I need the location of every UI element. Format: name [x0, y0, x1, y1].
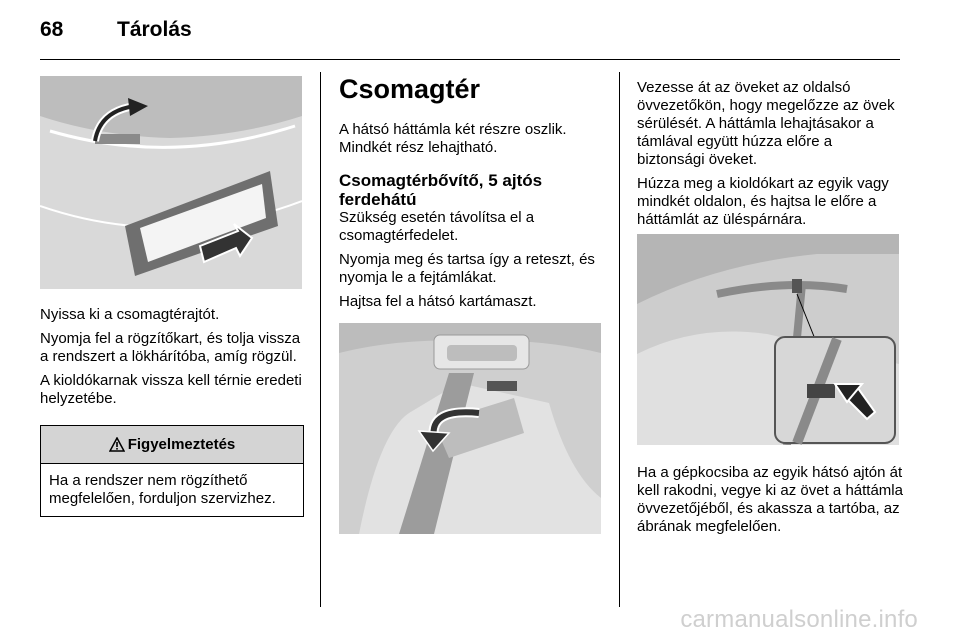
warning-text: Ha a rendszer nem rögzíthető megfelelően, forduljon szervizhez. — [49, 472, 276, 507]
warning-triangle-icon — [109, 437, 125, 452]
right-text-bottom — [637, 464, 903, 542]
paragraph: A hátsó háttámla két részre oszlik. Mindkét rész lehajtható. — [339, 121, 567, 156]
page-title: Tárolás — [117, 18, 192, 41]
armrest-drawing — [339, 323, 601, 534]
paragraph: Ha a gépkocsiba az egyik hátsó ajtón át kell rakodni, vegye ki az övet a háttámla övvezetőjéből, és akassza a tartóba, az ábrának megfelelően. — [637, 464, 903, 535]
paragraph: Nyomja meg és tartsa így a reteszt, és nyomja le a fejtámlákat. — [339, 251, 595, 286]
armrest-illustration — [339, 323, 601, 534]
paragraph: Hajtsa fel a hátsó kartámaszt. — [339, 293, 537, 310]
watermark: carmanualsonline.info — [680, 606, 918, 633]
paragraph: A kioldókarnak vissza kell térnie eredeti helyzetébe. — [40, 372, 302, 407]
paragraph: Vezesse át az öveket az oldalsó övvezetőkön, hogy megelőzze az övek sérülését. A háttámla lehajtásakor a támlával együtt húzza előre a biztonsági öveket. — [637, 79, 895, 168]
trunk-lid-drawing — [40, 76, 302, 289]
warning-header — [41, 426, 303, 464]
paragraph: Nyomja fel a rögzítőkart, és tolja vissza a rendszert a lökhárítóba, amíg rögzül. — [40, 330, 301, 365]
trunk-lid-illustration — [40, 76, 302, 289]
page-number: 68 — [40, 18, 64, 41]
paragraph: Nyissa ki a csomagtérajtót. — [40, 306, 220, 323]
section-heading: Csomagtér — [339, 74, 481, 104]
paragraph: Húzza meg a kioldókart az egyik vagy mindkét oldalon, és hajtsa le előre a háttámlát az üléspárnára. — [637, 175, 889, 228]
backrest-release-illustration — [637, 234, 899, 445]
backrest-release-drawing — [637, 234, 899, 445]
column-divider — [619, 72, 620, 607]
middle-text — [339, 74, 601, 317]
column-divider — [320, 72, 321, 607]
header-rule — [40, 59, 900, 60]
paragraph: Szükség esetén távolítsa el a csomagtérfedelet. — [339, 209, 535, 244]
warning-title: Figyelmeztetés — [127, 436, 236, 453]
warning-box — [40, 425, 304, 517]
subsection-heading: Csomagtérbővítő, 5 ajtós ferdehátú — [339, 171, 543, 209]
left-text — [40, 306, 302, 414]
right-text-top — [637, 79, 901, 235]
